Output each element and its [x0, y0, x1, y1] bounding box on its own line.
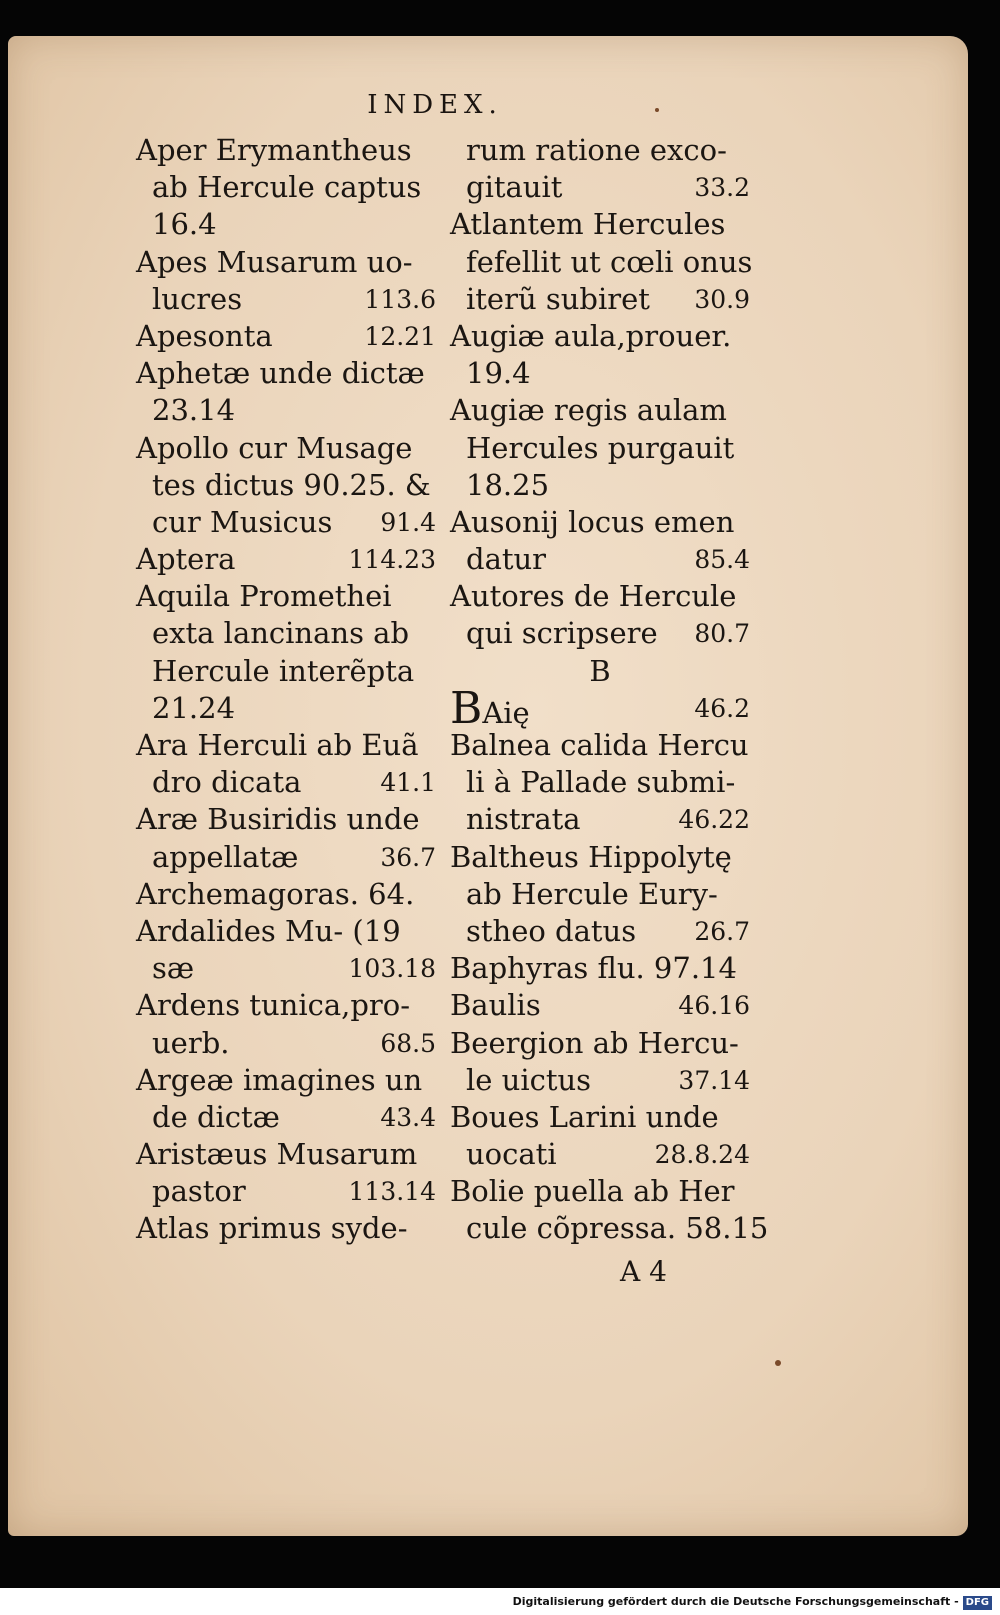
- entry-text: nistrata: [466, 802, 581, 837]
- entry-page-ref: 46.16: [678, 991, 750, 1021]
- index-entry-line: [450, 206, 750, 243]
- index-entry-line: [450, 467, 750, 504]
- index-entry-line: [450, 1062, 750, 1099]
- entry-text: sæ: [152, 951, 195, 986]
- entry-text: qui scripsere: [466, 616, 658, 651]
- index-entry-line: [136, 206, 436, 243]
- entry-text: Bolie puella ab Her: [450, 1174, 735, 1209]
- entry-text: Ara Herculi ab Euã: [136, 728, 419, 762]
- entry-page-ref: 103.18: [348, 954, 436, 984]
- entry-text: Archemagoras. 64.: [136, 876, 415, 911]
- entry-text: Baulis: [450, 988, 541, 1023]
- index-entry-line: [450, 950, 750, 987]
- index-entry-line: [136, 727, 436, 764]
- index-entry-line: [136, 615, 436, 652]
- index-entry-line: [450, 839, 750, 876]
- entry-text: 21.24: [152, 690, 236, 725]
- entry-text: Balnea calida Hercu: [450, 728, 749, 762]
- index-entry-line: [450, 392, 750, 429]
- index-entry-line: [136, 430, 436, 467]
- index-entry-line: [136, 1099, 436, 1136]
- entry-text: de dictæ: [152, 1099, 280, 1134]
- index-entry-line: [136, 801, 436, 838]
- entry-page-ref: 41.1: [380, 768, 436, 798]
- entry-text: exta lancinans ab: [152, 616, 410, 651]
- index-entry-line: [450, 1210, 769, 1247]
- entry-text: Aphetæ unde dictæ: [136, 356, 425, 391]
- index-entry-line: [136, 244, 436, 281]
- entry-text: appellatæ: [152, 839, 299, 874]
- entry-text: rum ratione exco-: [466, 133, 727, 167]
- entry-text: Aristæus Musarum: [136, 1137, 418, 1172]
- entry-page-ref: 114.23: [348, 545, 436, 575]
- entry-text: Boues Larini unde: [450, 1099, 719, 1134]
- entry-text: Aptera: [136, 542, 236, 577]
- entry-text: dro dicata: [152, 765, 302, 800]
- index-entry-line: [136, 1062, 436, 1099]
- index-entry-line: [136, 504, 436, 541]
- index-entry-line: [450, 541, 750, 578]
- index-entry-line: [136, 950, 436, 987]
- index-entry-line: [136, 1025, 436, 1062]
- entry-text: Apes Musarum uo-: [136, 244, 413, 279]
- entry-page-ref: 91.4: [380, 507, 436, 537]
- index-right-column: [450, 132, 769, 1248]
- index-entry-line: [450, 1025, 750, 1062]
- entry-page-ref: 68.5: [380, 1028, 436, 1058]
- index-entry-line: [450, 504, 750, 541]
- entry-page-ref: 113.14: [348, 1177, 436, 1207]
- entry-text: Autores de Hercule: [450, 579, 737, 614]
- index-entry-line: [136, 392, 436, 429]
- entry-page-ref: 12.21: [364, 321, 436, 351]
- entry-text: uocati: [466, 1137, 557, 1172]
- paper-spot: [775, 1360, 781, 1366]
- footer-text: Digitalisierung gefördert durch die Deutsche Forschungsgemeinschaft -: [512, 1595, 959, 1608]
- index-entry-line: [136, 132, 436, 169]
- dfg-logo: DFG: [963, 1596, 992, 1610]
- index-entry-line: [450, 615, 750, 652]
- entry-text: Atlas primus syde-: [136, 1211, 408, 1246]
- index-entry-line: [450, 801, 750, 838]
- entry-text: Beergion ab Hercu-: [450, 1025, 739, 1060]
- index-entry-line: [136, 169, 436, 206]
- entry-page-ref: 43.4: [380, 1102, 436, 1132]
- index-entry-line: [136, 690, 436, 727]
- index-entry-line: [136, 1210, 436, 1247]
- entry-text: fefellit ut cœli onus: [466, 244, 753, 279]
- index-entry-line: [136, 987, 436, 1024]
- entry-text: Baphyras flu. 97.14: [450, 951, 737, 986]
- entry-text: uerb.: [152, 1025, 230, 1060]
- entry-text: Apollo cur Musage: [136, 430, 413, 465]
- entry-page-ref: 85.4: [694, 545, 750, 575]
- entry-text: Baltheus Hippolytę: [450, 839, 732, 874]
- entry-text: Aper Erymantheus: [136, 133, 412, 167]
- page-header: INDEX.: [367, 90, 503, 120]
- entry-text: Ardens tunica,pro-: [136, 988, 411, 1023]
- entry-text: Aquila Promethei: [136, 579, 392, 614]
- entry-text: Apesonta: [136, 318, 273, 353]
- digitization-footer: [0, 1588, 1000, 1615]
- entry-page-ref: 33.2: [694, 173, 750, 203]
- index-entry-line: [450, 1099, 750, 1136]
- entry-text: Ausonij locus emen: [450, 504, 735, 539]
- entry-page-ref: 37.14: [678, 1065, 750, 1095]
- entry-text: le uictus: [466, 1062, 592, 1097]
- entry-page-ref: 113.6: [364, 284, 436, 314]
- index-entry-line: [136, 764, 436, 801]
- entry-text: gitauit: [466, 170, 563, 205]
- entry-text: lucres: [152, 281, 243, 316]
- entry-text: iterũ subiret: [466, 281, 650, 316]
- index-entry-line: [450, 169, 750, 206]
- index-entry-line: [136, 578, 436, 615]
- entry-text: ab Hercule Eury-: [466, 876, 718, 911]
- index-entry-line: [136, 281, 436, 318]
- entry-page-ref: 46.22: [678, 805, 750, 835]
- index-entry-line: [450, 244, 753, 281]
- index-entry-line: [136, 653, 436, 690]
- entry-text: 16.4: [152, 207, 217, 242]
- entry-page-ref: 26.7: [694, 916, 750, 946]
- index-entry-line: [450, 281, 750, 318]
- entry-page-ref: 46.2: [694, 693, 750, 723]
- entry-text: Augiæ regis aulam: [450, 393, 727, 428]
- entry-text: Aræ Busiridis unde: [136, 802, 420, 837]
- index-entry-line: [450, 682, 750, 734]
- entry-text: 19.4: [466, 356, 531, 391]
- entry-page-ref: 36.7: [380, 842, 436, 872]
- index-entry-line: [450, 987, 750, 1024]
- entry-text: pastor: [152, 1174, 246, 1209]
- entry-text: tes dictus 90.25. &: [152, 467, 431, 502]
- entry-text: B: [589, 653, 611, 688]
- index-entry-line: [450, 1136, 750, 1173]
- index-entry-line: [450, 1173, 750, 1210]
- index-entry-line: [450, 578, 750, 615]
- entry-text: 23.14: [152, 393, 236, 428]
- entry-text: datur: [466, 542, 547, 577]
- entry-page-ref: 28.8.24: [654, 1140, 750, 1170]
- index-entry-line: [136, 839, 436, 876]
- index-entry-line: [136, 913, 436, 950]
- entry-page-ref: 80.7: [694, 619, 750, 649]
- index-entry-line: [450, 355, 750, 392]
- entry-text: cur Musicus: [152, 504, 333, 539]
- paper-spot: [655, 108, 659, 112]
- signature-mark: A 4: [620, 1255, 667, 1288]
- index-entry-line: [450, 318, 750, 355]
- index-entry-line: [136, 318, 436, 355]
- entry-text: li à Pallade submi-: [466, 765, 736, 800]
- entry-text: Ardalides Mu- (19: [136, 913, 401, 948]
- entry-text: Hercule interẽpta: [152, 653, 415, 688]
- index-entry-line: [450, 132, 750, 169]
- section-letter: [450, 653, 750, 690]
- index-left-column: [136, 132, 436, 1248]
- entry-text: Atlantem Hercules: [450, 207, 726, 242]
- entry-text: stheo datus: [466, 913, 637, 948]
- entry-text: cule cõpressa. 58.15: [466, 1211, 769, 1246]
- index-entry-line: [450, 430, 750, 467]
- index-entry-line: [136, 876, 436, 913]
- index-entry-line: [136, 1173, 436, 1210]
- index-entry-line: [136, 355, 436, 392]
- entry-text: Aię: [482, 695, 530, 730]
- entry-page-ref: 30.9: [694, 284, 750, 314]
- index-entry-line: [450, 876, 750, 913]
- index-entry-line: [450, 764, 750, 801]
- entry-text: Augiæ aula,prouer.: [450, 318, 732, 353]
- index-entry-line: [136, 541, 436, 578]
- drop-cap: B: [450, 682, 483, 734]
- index-entry-line: [136, 1136, 436, 1173]
- index-entry-line: [136, 467, 436, 504]
- entry-text: Hercules purgauit: [466, 430, 735, 465]
- entry-text: ab Hercule captus: [152, 170, 422, 205]
- entry-text: 18.25: [466, 467, 550, 502]
- index-entry-line: [450, 913, 750, 950]
- index-entry-line: [450, 727, 750, 764]
- entry-text: Argeæ imagines un: [136, 1062, 423, 1097]
